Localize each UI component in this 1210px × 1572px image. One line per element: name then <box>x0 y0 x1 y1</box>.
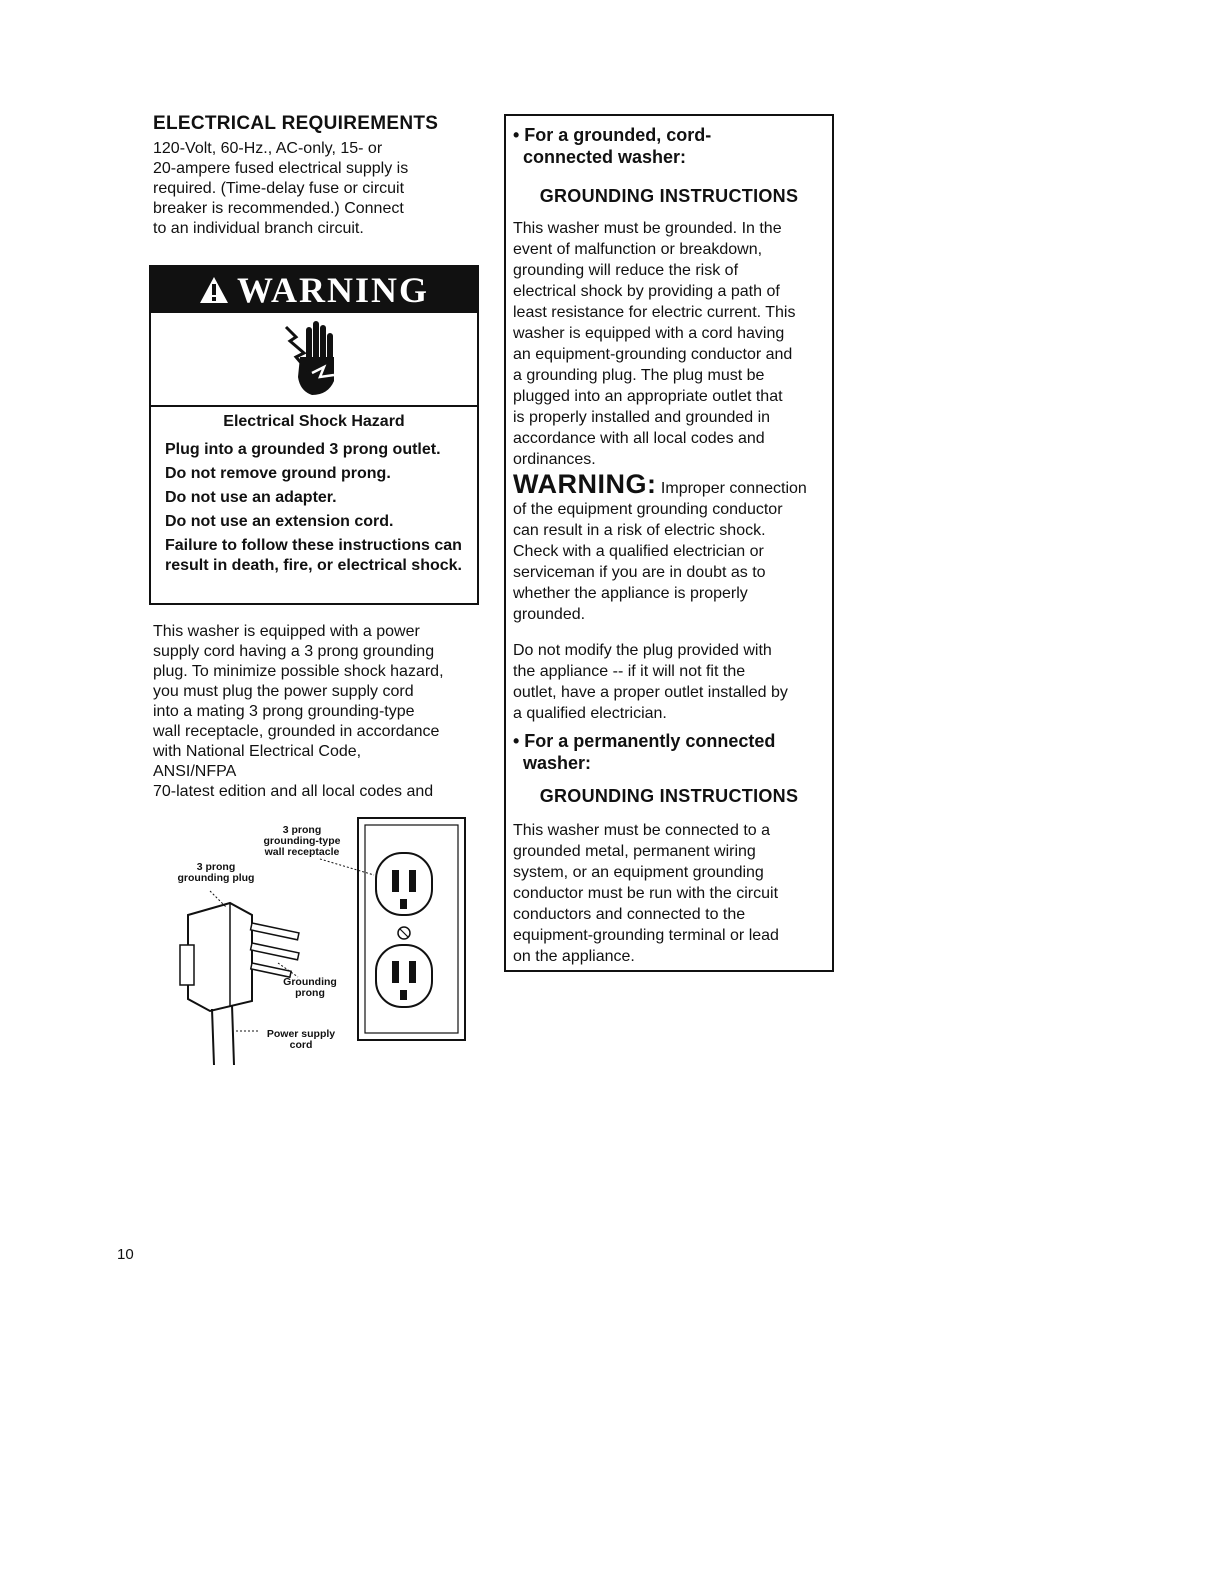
grounding-instructions-title-2: GROUNDING INSTRUCTIONS <box>539 786 799 806</box>
electrical-requirements-text <box>153 139 453 239</box>
text-line: Check with a qualified electrician or <box>513 543 764 560</box>
text-line: accordance with all local codes and <box>513 430 765 447</box>
text-line: This washer must be grounded. In the <box>513 220 782 237</box>
improper-connection-warning <box>513 469 831 625</box>
permanent-paragraph <box>513 820 831 967</box>
electrical-shock-hand-icon <box>282 319 346 399</box>
warning-banner-label: WARNING <box>236 270 429 310</box>
text-line: system, or an equipment grounding <box>513 864 764 881</box>
receptacle-label: 3 prong grounding-type wall receptacle <box>263 824 341 858</box>
text-line: an equipment-grounding conductor and <box>513 346 793 363</box>
text-line: ANSI/NFPA <box>153 763 237 780</box>
modify-plug-paragraph <box>513 640 831 724</box>
text-line: event of malfunction or breakdown, <box>513 241 763 258</box>
warning-box <box>149 265 479 605</box>
text-line: conductor must be run with the circuit <box>513 885 779 902</box>
text-line: conductors and connected to the <box>513 906 746 923</box>
text-line: supply cord having a 3 prong grounding <box>153 643 435 660</box>
text-line: outlet, have a proper outlet installed by <box>513 684 788 701</box>
text-line: with National Electrical Code, <box>153 743 362 760</box>
text-line: 20-ampere fused electrical supply is <box>153 160 409 177</box>
grounding-prong-label: Grounding prong <box>283 976 337 999</box>
plug-label: 3 prong grounding plug <box>177 861 255 884</box>
text-line: can result in a risk of electric shock. <box>513 522 766 539</box>
hazard-title: Electrical Shock Hazard <box>223 413 405 430</box>
text-line: electrical shock by providing a path of <box>513 283 780 300</box>
cord-connected-heading: • For a grounded, cord- connected washer: <box>513 125 712 167</box>
text-line: This washer is equipped with a power <box>153 623 420 640</box>
warning-banner <box>151 267 477 313</box>
text-line: the appliance -- if it will not fit the <box>513 663 746 680</box>
warning-item: Failure to follow these instructions can result in death, fire, or electrical shock. <box>165 537 462 574</box>
equipment-paragraph <box>153 622 483 802</box>
text-line: you must plug the power supply cord <box>153 683 414 700</box>
warning-first-text: Improper connection <box>656 480 807 497</box>
warning-item: Do not remove ground prong. <box>165 465 391 482</box>
grounding-instructions-title: GROUNDING INSTRUCTIONS <box>539 186 799 206</box>
text-line: least resistance for electric current. This <box>513 304 796 321</box>
text-line: wall receptacle, grounded in accordance <box>153 723 440 740</box>
grounding-instructions-box <box>504 114 834 972</box>
text-line: Do not modify the plug provided with <box>513 642 772 659</box>
text-line: of the equipment grounding conductor <box>513 501 783 518</box>
text-line: grounded metal, permanent wiring <box>513 843 756 860</box>
text-line: a grounding plug. The plug must be <box>513 367 765 384</box>
text-line: into a mating 3 prong grounding-type <box>153 703 415 720</box>
warning-triangle-icon <box>199 276 229 304</box>
text-line: plugged into an appropriate outlet that <box>513 388 783 405</box>
warning-item: Plug into a grounded 3 prong outlet. <box>165 441 441 458</box>
text-line: breaker is recommended.) Connect <box>153 200 404 217</box>
text-line: required. (Time-delay fuse or circuit <box>153 180 405 197</box>
text-line: equipment-grounding terminal or lead <box>513 927 779 944</box>
warning-divider <box>151 405 477 407</box>
warning-list <box>165 440 475 580</box>
page-number: 10 <box>117 1246 134 1263</box>
power-cord-label: Power supply cord <box>266 1028 336 1051</box>
text-line: 120-Volt, 60-Hz., AC-only, 15- or <box>153 140 383 157</box>
text-line: This washer must be connected to a <box>513 822 771 839</box>
warning-item: Do not use an extension cord. <box>165 513 394 530</box>
text-line: is properly installed and grounded in <box>513 409 771 426</box>
inline-warning-label: WARNING: <box>513 469 657 499</box>
text-line: whether the appliance is properly <box>513 585 748 602</box>
plug-receptacle-diagram <box>160 815 475 1077</box>
text-line: ordinances. <box>513 451 596 468</box>
text-line: to an individual branch circuit. <box>153 220 364 237</box>
text-line: washer is equipped with a cord having <box>513 325 785 342</box>
warning-first-line <box>513 469 831 499</box>
text-line: serviceman if you are in doubt as to <box>513 564 766 581</box>
text-line: grounding will reduce the risk of <box>513 262 739 279</box>
permanent-connected-heading: • For a permanently connected washer: <box>513 731 776 773</box>
electrical-requirements-heading: ELECTRICAL REQUIREMENTS <box>153 113 439 134</box>
grounding-paragraph <box>513 218 831 470</box>
text-line: grounded. <box>513 606 586 623</box>
text-line: 70-latest edition and all local codes and <box>153 783 434 800</box>
text-line: a qualified electrician. <box>513 705 667 722</box>
text-line: on the appliance. <box>513 948 635 965</box>
text-line: plug. To minimize possible shock hazard, <box>153 663 444 680</box>
warning-item: Do not use an adapter. <box>165 489 337 506</box>
